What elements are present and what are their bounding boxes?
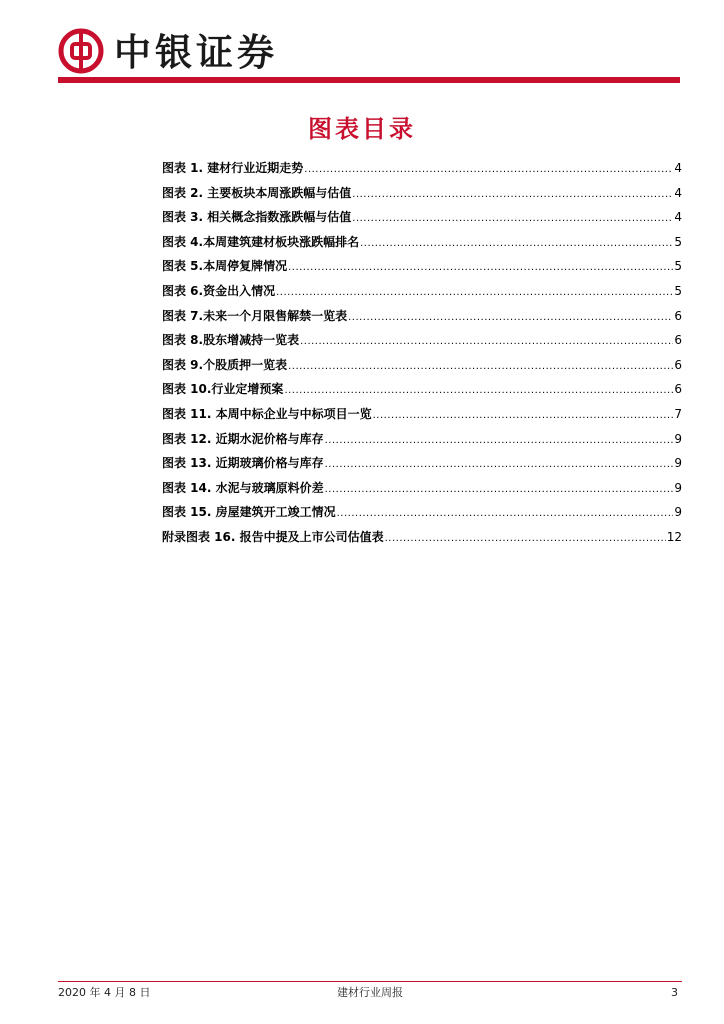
toc-dot-leader [352,183,673,208]
toc-entry-label: 图表 11. 本周中标企业与中标项目一览 [162,406,372,421]
toc-dot-leader [337,502,674,527]
toc-entry-label: 图表 5.本周停复牌情况 [162,259,288,274]
toc-entry[interactable] [162,304,682,329]
toc-entry-page: 6 [674,382,682,397]
page-header [58,28,680,84]
toc-dot-leader [325,478,674,503]
toc-entry[interactable] [162,402,682,427]
page-footer [58,984,682,1002]
toc-entry-page: 7 [674,406,682,421]
toc-entry-page: 4 [674,161,682,175]
toc-entry-label: 图表 3. 相关概念指数涨跌幅与估值 [162,210,352,225]
toc-entry[interactable] [162,476,682,501]
toc-dot-leader [276,281,673,306]
toc-entry[interactable] [162,353,682,378]
toc-dot-leader [288,355,673,380]
bank-of-china-logo-icon [58,28,104,74]
toc-entry[interactable] [162,525,682,550]
toc-entry[interactable] [162,156,682,181]
toc-entry[interactable] [162,230,682,255]
toc-dot-leader [325,453,674,478]
toc-dot-leader [304,158,673,183]
toc-entry-label: 图表 9.个股质押一览表 [162,357,288,372]
table-of-figures [162,156,682,550]
toc-dot-leader [300,330,673,355]
toc-entry[interactable] [162,279,682,304]
toc-entry-page: 6 [674,357,682,372]
toc-entry[interactable] [162,328,682,353]
footer-document-title: 建材行业周报 [337,986,403,999]
toc-title: 图表目录 [308,114,416,143]
header-divider [58,77,680,83]
toc-dot-leader [325,429,674,454]
toc-dot-leader [373,404,674,429]
toc-entry-label: 图表 6.资金出入情况 [162,283,276,298]
toc-entry-label: 图表 1. 建材行业近期走势 [162,161,304,175]
toc-entry-label: 图表 14. 水泥与玻璃原料价差 [162,480,324,495]
footer-page-number: 3 [671,986,678,999]
toc-entry-page: 6 [674,308,682,323]
toc-dot-leader [288,256,673,281]
toc-dot-leader [360,232,673,257]
toc-entry-label: 附录图表 16. 报告中提及上市公司估值表 [162,529,384,544]
toc-entry-page: 9 [674,431,682,446]
toc-entry-label: 图表 4.本周建筑建材板块涨跌幅排名 [162,234,360,249]
toc-entry[interactable] [162,500,682,525]
toc-entry-page: 5 [674,259,682,274]
toc-entry-label: 图表 2. 主要板块本周涨跌幅与估值 [162,185,352,200]
toc-entry-page: 12 [666,529,682,544]
toc-entry-label: 图表 8.股东增减持一览表 [162,333,300,348]
toc-entry-page: 5 [674,283,682,298]
toc-entry[interactable] [162,181,682,206]
toc-entry-page: 5 [674,234,682,249]
footer-date: 2020 年 4 月 8 日 [58,986,151,999]
toc-entry-label: 图表 12. 近期水泥价格与库存 [162,431,324,446]
toc-entry-page: 4 [674,210,682,225]
brand-name: 中银证券 [114,30,278,74]
footer-divider [58,981,682,982]
toc-entry[interactable] [162,205,682,230]
toc-entry-page: 6 [674,333,682,348]
toc-entry-label: 图表 10.行业定增预案 [162,382,284,397]
toc-entry-label: 图表 7.未来一个月限售解禁一览表 [162,308,348,323]
toc-entry[interactable] [162,254,682,279]
toc-dot-leader [284,379,673,404]
toc-entry-page: 9 [674,480,682,495]
toc-dot-leader [348,306,673,331]
toc-entry-page: 4 [674,185,682,200]
toc-entry-label: 图表 15. 房屋建筑开工竣工情况 [162,505,336,520]
toc-entry-page: 9 [674,456,682,471]
toc-entry-page: 9 [674,505,682,520]
toc-dot-leader [385,527,666,552]
toc-dot-leader [352,207,673,232]
toc-entry[interactable] [162,427,682,452]
toc-entry-label: 图表 13. 近期玻璃价格与库存 [162,456,324,471]
toc-entry[interactable] [162,377,682,402]
toc-entry[interactable] [162,451,682,476]
